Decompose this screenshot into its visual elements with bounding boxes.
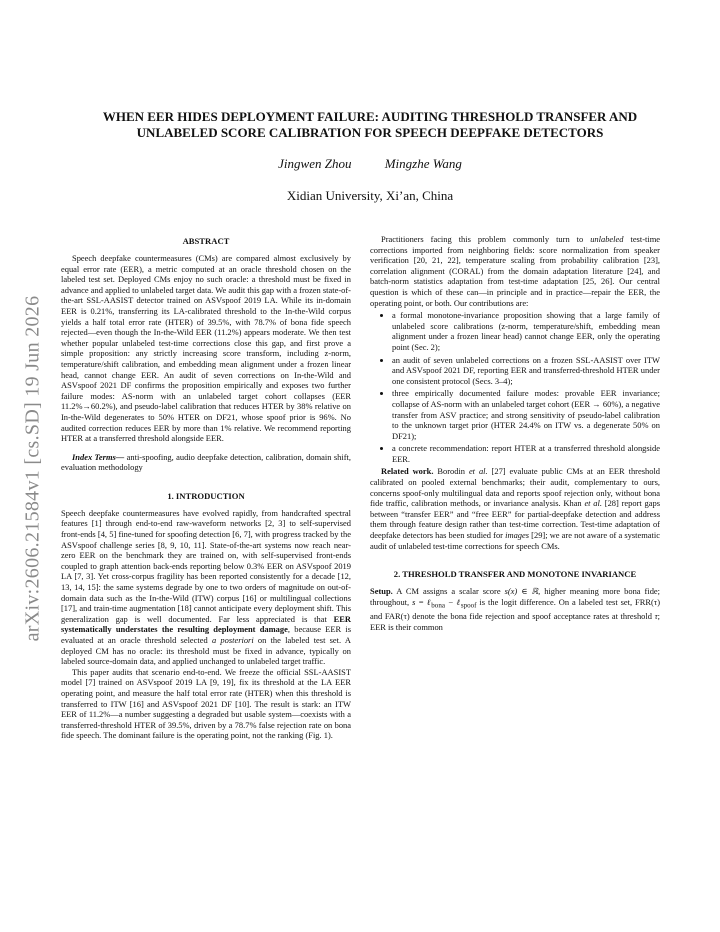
abstract-heading: ABSTRACT	[182, 236, 230, 246]
related-work-paragraph: Related work. Borodin et al. [27] evaluate public CMs at an EER threshold calibrated on pooled external benchmarks; their audit, complementary to ours, concerns spoof-only multilingual data and reports spoof rejection only, without bona fide traffic, calibration methods, or invariance analysis. Khan et al. [28] report gaps between “transfer EER” and “free EER” for partial-deepfake detection and address them through feature design rather than test-time correction. Test-time adaptation of deepfake detectors has been studied for images [29]; we are not aware of a systematic audit of unlabeled test-time corrections for speech CMs.	[370, 466, 661, 551]
right-column	[370, 234, 660, 632]
author-list	[70, 156, 670, 172]
author-name: Mingzhe Wang	[384, 156, 462, 171]
contribution-list	[370, 310, 660, 464]
abstract-text: Speech deepfake countermeasures (CMs) are compared almost exclusively by equal error rate (EER), a metric computed at an oracle threshold chosen on the labeled test set. Deployed CMs enjoy no such oracle: a threshold must be fixed in advance and applied to unlabeled target data. We audit this gap with a frozen state-of-the-art SSL-AASIST detector trained on ASVspoof 2019 LA. While its in-domain EER is 0.21%, transferring its LA-calibrated threshold to the In-the-Wild corpus yields a half total error rate (HTER) of 39.5%, with 78.7% of bona fide speech rejected—even though the In-the-Wild EER (11.2%) appears moderate. We then test whether popular unlabeled test-time corrections close this gap, and first prove a simple proposition: any strictly increasing score transform, including z-norm, temperature/shift calibration, and embedding mean alignment under a frozen linear head, cannot change EER. An audit of seven corrections on In-the-Wild and ASVspoof 2021 DF confirms the proposition empirically and exposes two further failure modes: AS-norm with an unlabeled target cohort collapses (EER 11.2%→60.2%), and pseudo-label calibration that reduces HTER by 38% relative on In-the-Wild degenerates to 50% HTER on DF21, whose spoof prior is 96%. No audited correction reduces EER by more than 1% relative. We recommend reporting HTER at a transferred threshold alongside EER.	[61, 253, 351, 444]
index-terms: Index Terms— anti-spoofing, audio deepfake detection, calibration, domain shift, evaluation methodology	[61, 451, 351, 473]
author-name: Jingwen Zhou	[278, 156, 352, 171]
intro-paragraph-1: Speech deepfake countermeasures have evolved rapidly, from handcrafted spectral features [1] through end-to-end raw-waveform networks [2, 3] to self-supervised front-ends [4, 5] fine-tuned for spoofing detection [6, 7], with progress tracked by the ASVspoof challenge series [8, 9, 10, 11]. State-of-the-art systems now reach near-zero EER on the benchmark they are trained on, with self-supervised front-ends coupled to graph attention back-ends reporting below 0.3% EER on ASVspoof 2019 LA [7, 3]. Yet cross-corpus fragility has been reported consistently for a decade [12, 13, 14, 15]: the same systems degrade by one to two orders of magnitude on out-of-domain data such as the In-the-Wild (ITW) corpus [16] or multilingual collections [17], and train-time augmentation [18] cannot anticipate every deployment shift. This generalization gap is well documented. Far less appreciated is that EER systematically understates the resulting deployment damage, because EER is evaluated at an oracle threshold selected a posteriori on the labeled test set. A deployed CM has no oracle: its threshold must be fixed in advance, typically on labeled source-domain data, and applied unchanged to unlabeled target traffic.	[61, 507, 351, 667]
list-item: • three empirically documented failure modes: provable EER invariance; collapse of AS-norm with an unlabeled target cohort (EER → 60%), a negative transfer from ASV practice; and strong sensitivity of pseudo-label calibration to the unknown target prior (HTER 24.4% on ITW vs. a degenerate 50% on DF21);	[392, 388, 660, 441]
intro-heading: 1. INTRODUCTION	[167, 490, 245, 501]
left-column	[61, 234, 351, 741]
intro-paragraph-2: This paper audits that scenario end-to-end. We freeze the official SSL-AASIST model [7] trained on ASVspoof 2019 LA [9, 19], fix its threshold at the LA EER operating point, and measure the half total error rate (HTER) when this threshold is transferred to ITW [16] and ASVspoof 2021 DF [10]. The result is stark: an ITW EER of 11.2%—a number suggesting a degraded but usable system—coexists with a transferred-threshold HTER of 39.5%, driven by a 78.7% false rejection rate on bona fide speech. The dominant failure is the operating point, not the ranking (Fig. 1).	[61, 666, 351, 741]
section-2-heading: 2. THRESHOLD TRANSFER AND MONOTONE INVARIANCE	[393, 569, 637, 580]
affiliation: Xidian University, Xi’an, China	[286, 188, 454, 203]
intro-paragraph-3: Practitioners facing this problem commonly turn to unlabeled test-time corrections imported from neighboring fields: score normalization from speaker verification [20, 21, 22], temperature scaling from probability calibration [23], correlation alignment (CORAL) from the domain adaptation literature [24], and batch-norm statistics adaptation from test-time adaptation [25, 26]. Our central question is which of these can—in principle and in practice—repair the EER, the operating point, or both. Our contributions are:	[370, 234, 660, 308]
list-item: • a formal monotone-invariance proposition showing that a large family of unlabeled score calibrations (z-norm, temperature/shift, embedding mean alignment under a frozen linear head) cannot change EER, only the operating point (Sec. 2);	[392, 310, 660, 352]
list-item: • an audit of seven unlabeled corrections on a frozen SSL-AASIST over ITW and ASVspoof 2021 DF, reporting EER and transferred-threshold HTER under one consistent protocol (Secs. 3–4);	[392, 355, 660, 387]
setup-paragraph: Setup. A CM assigns a scalar score s(x) ∈ ℝ, higher meaning more bona fide; throughout, s = ℓ$_{bona}$ − ℓ$_{spoof}$ is the logit difference. On a labeled test set, FRR(τ) and FAR(τ) denote the bona fide rejection and spoof acceptance rates at threshold τ; EER is their common	[370, 586, 661, 632]
arxiv-identifier: arXiv:2606.21584v1 [cs.SD] 19 Jun 2026	[21, 295, 44, 641]
list-item: • a concrete recommendation: report HTER at a transferred threshold alongside EER.	[392, 443, 660, 464]
paper-title: WHEN EER HIDES DEPLOYMENT FAILURE: AUDITING THRESHOLD TRANSFER AND UNLABELED SCORE CALIBRATION FOR SPEECH DEEPFAKE DETECTORS	[102, 109, 638, 140]
